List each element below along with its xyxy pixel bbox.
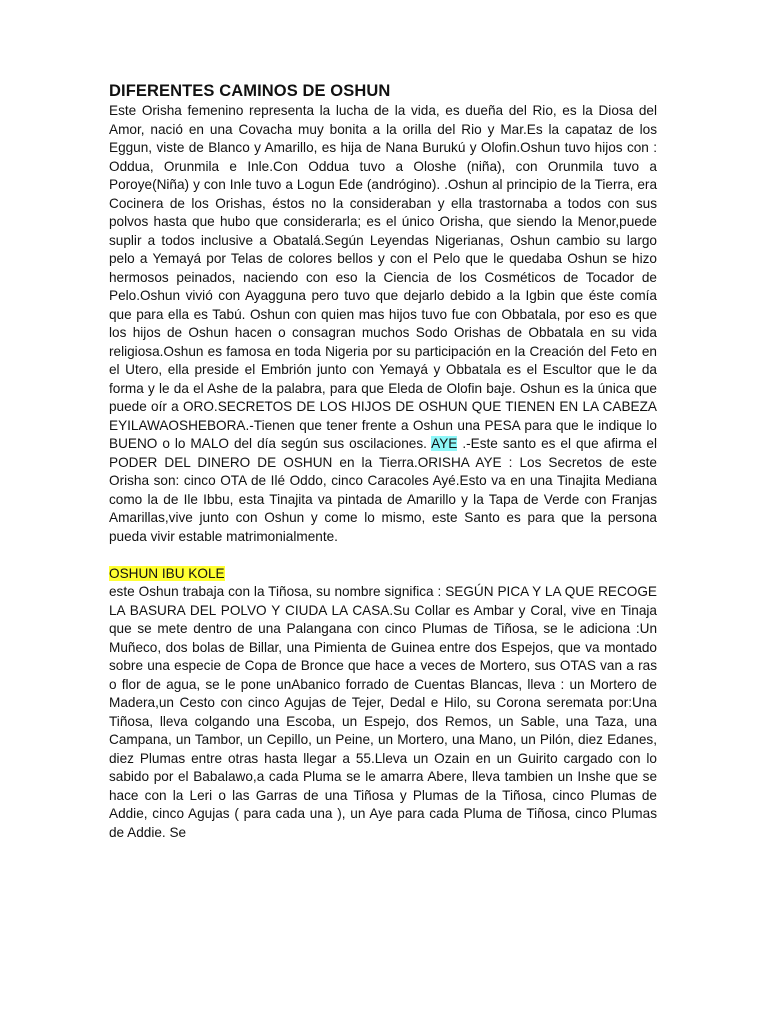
- section-title-highlight: OSHUN IBU KOLE: [109, 565, 225, 581]
- section-title: [109, 565, 657, 584]
- section-spacer: [109, 546, 657, 565]
- document-title: DIFERENTES CAMINOS DE OSHUN: [109, 82, 391, 100]
- aye-text: .-Este santo es el que afirma el PODER DEL DINERO DE OSHUN en la Tierra.ORISHA AYE : Los Secretos de este Orisha son: cinco OTA de Ilé Oddo, cinco Caracoles Ayé.Esto va en una Tinajita Mediana como la de Ile Ibbu, esta Tinajita va pintada de Amarillo y la Tapa de Verde con Franjas Amarillas,vive junto con Oshun y come lo mismo, este Santo es para que la persona pueda vivir estable matrimonialmente.: [109, 436, 657, 544]
- intro-paragraph: [109, 102, 657, 546]
- aye-highlight: AYE: [431, 436, 458, 451]
- section-paragraph: este Oshun trabaja con la Tiñosa, su nombre significa : SEGÚN PICA Y LA QUE RECOGE LA BASURA DEL POLVO Y CIUDA LA CASA.Su Collar es Ambar y Coral, vive en Tinaja que se mete dentro de una Palangana con cinco Plumas de Tiñosa, se le adiciona :Un Muñeco, dos bolas de Billar, una Pimienta de Guinea entre dos Espejos, que va montado sobre una especie de Copa de Bronce que hace a veces de Mortero, sus OTAS van a ras o flor de agua, se le pone unAbanico forrado de Cuentas Blancas, lleva : un Mortero de Madera,un Cesto con cinco Agujas de Tejer, Dedal e Hilo, su Corona seremata por:Una Tiñosa, lleva colgando una Escoba, un Espejo, dos Remos, un Sable, una Taza, una Campana, un Tambor, un Cepillo, un Peine, un Mortero, una Mano, un Pilón, diez Edanes, diez Plumas entre otras hasta llegar a 55.Lleva un Ozain en un Guirito cargado con lo sabido por el Babalawo,a cada Pluma se le amarra Abere, lleva tambien un Inshe que se hace con la Leri o las Garras de una Tiñosa y Plumas de la Tiñosa, cinco Plumas de Addie, cinco Agujas ( para cada una ), un Aye para cada Pluma de Tiñosa, cinco Plumas de Addie. Se: [109, 584, 657, 840]
- intro-text: Este Orisha femenino representa la lucha de la vida, es dueña del Rio, es la Diosa del Amor, nació en una Covacha muy bonita a la orilla del Rio y Mar.Es la capataz de los Eggun, viste de Blanco y Amarillo, es hija de Nana Burukú y Olofin.Oshun tuvo hijos con : Oddua, Orunmila e Inle.Con Oddua tuvo a Oloshe (niña), con Orunmila tuvo a Poroye(Niña) y con Inle tuvo a Logun Ede (andrógino). .Oshun al principio de la Tierra, era Cocinera de los Orishas, éstos no la consideraban y ella trastornaba a todos con sus polvos hasta que hubo que considerarla; es el único Orisha, que siendo la Menor,puede suplir a todos inclusive a Obatalá.Según Leyendas Nigerianas, Oshun cambio su largo pelo a Yemayá por Telas de colores bellos y con el Pelo que le quedaba Oshun se hizo hermosos peinados, naciendo con eso la Ciencia de los Cosméticos de Tocador de Pelo.Oshun vivió con Ayagguna pero tuvo que dejarlo debido a la Igbin que éste comía que para ella es Tabú. Oshun con quien mas hijos tuvo fue con Obbatala, por eso es que los hijos de Oshun hacen o consagran muchos Sodo Orishas de Obbatala en su vida religiosa.Oshun es famosa en toda Nigeria por su participación en la Creación del Feto en el Utero, ella preside el Embrión junto con Yemayá y Obbatala es el Escultor que le da forma y le da el Ashe de la palabra, para que Eleda de Olofin baje. Oshun es la única que puede oír a ORO.SECRETOS DE LOS HIJOS DE OSHUN QUE TIENEN EN LA CABEZA EYILAWAOSHEBORA.-Tienen que tener frente a Oshun una PESA para que le indique lo BUENO o lo MALO del día según sus oscilaciones.: [109, 103, 657, 451]
- document-page: [109, 81, 657, 842]
